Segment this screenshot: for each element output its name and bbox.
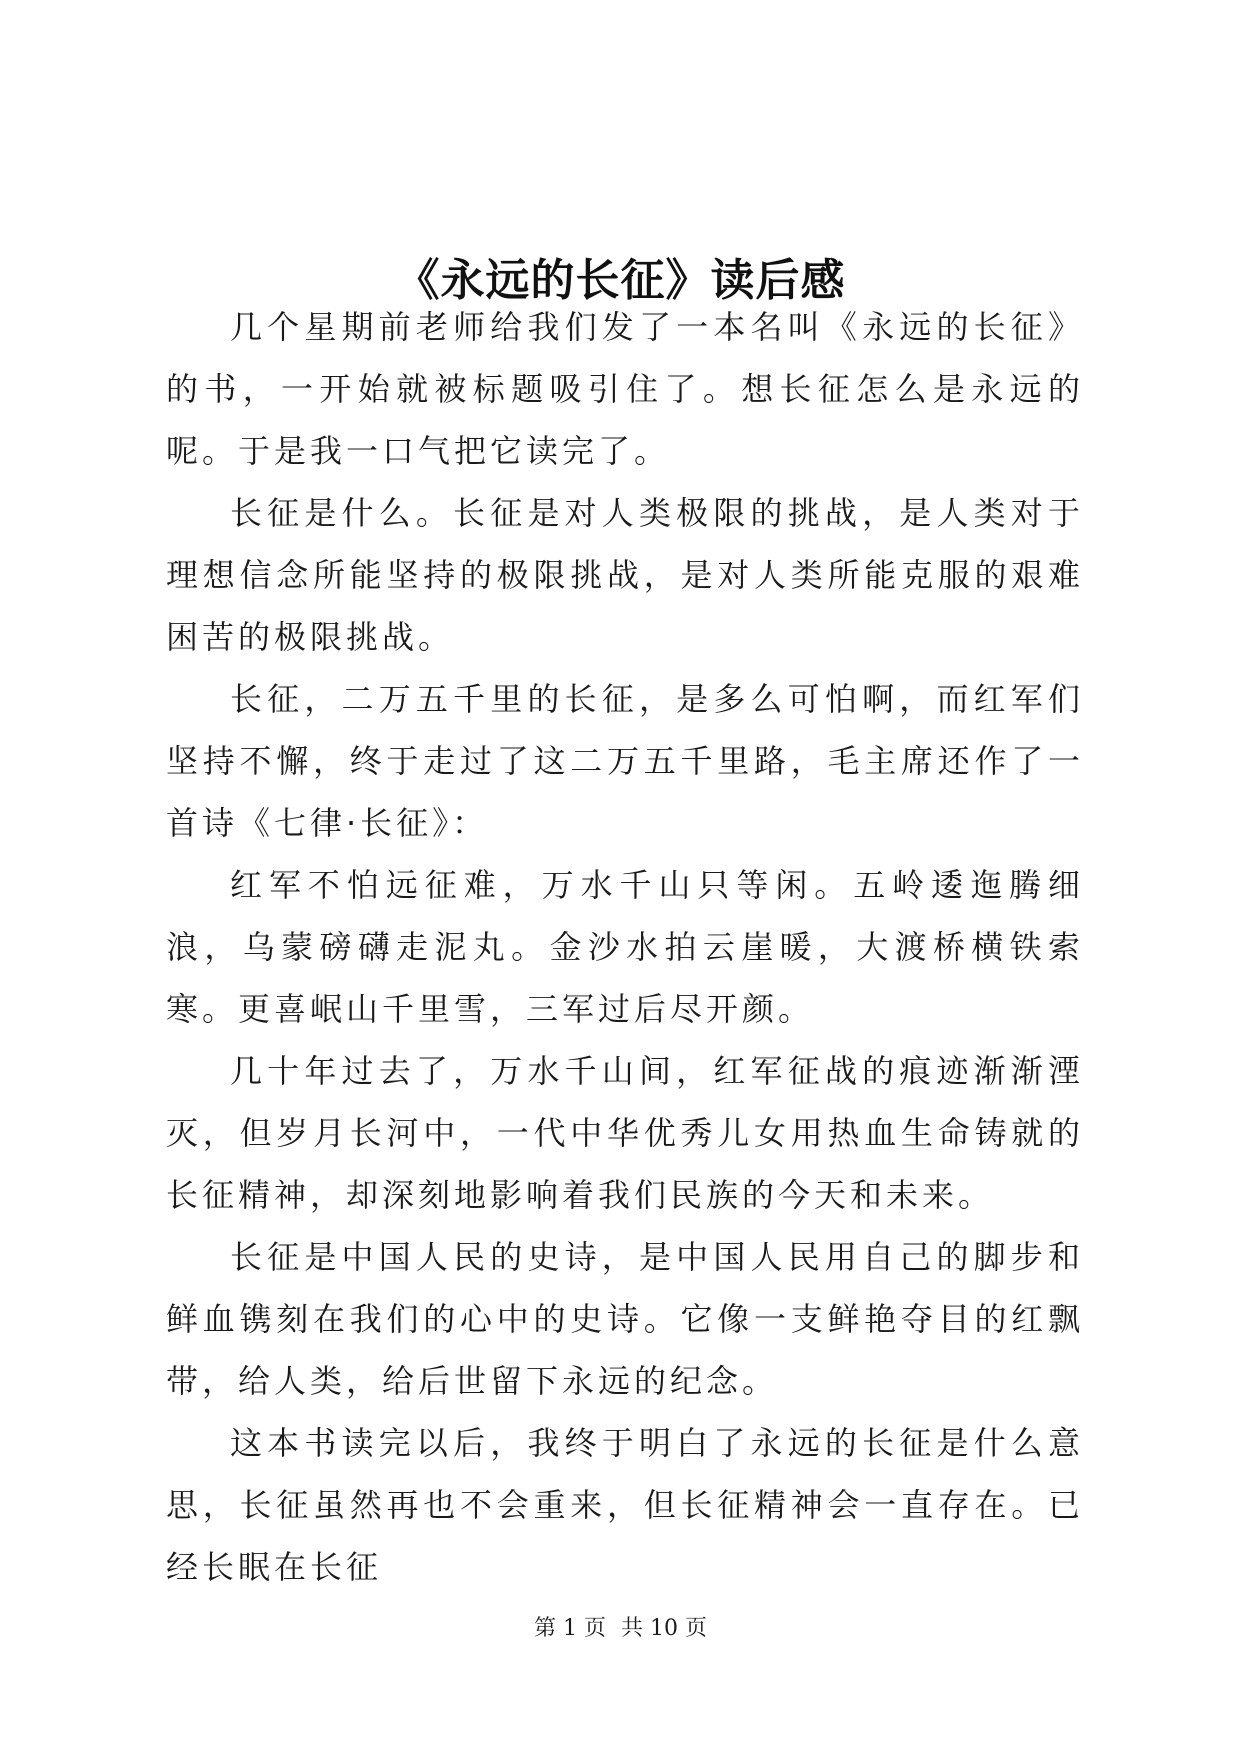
paragraph: 几个星期前老师给我们发了一本名叫《永远的长征》的书，一开始就被标题吸引住了。想长征怎么是永远的呢。于是我一口气把它读完了。 bbox=[166, 308, 1084, 470]
paragraph: 这本书读完以后，我终于明白了永远的长征是什么意思，长征虽然再也不会重来，但长征精神会一直存在。已经长眠在长征 bbox=[166, 1424, 1084, 1586]
total-page-count: 共 10 页 bbox=[621, 1616, 707, 1641]
current-page-number: 第 1 页 bbox=[534, 1616, 606, 1641]
paragraph: 长征是什么。长征是对人类极限的挑战，是人类对于理想信念所能坚持的极限挑战，是对人类所能克服的艰难困苦的极限挑战。 bbox=[166, 494, 1084, 656]
paragraph: 几十年过去了，万水千山间，红军征战的痕迹渐渐湮灭，但岁月长河中，一代中华优秀儿女用热血生命铸就的长征精神，却深刻地影响着我们民族的今天和未来。 bbox=[166, 1052, 1084, 1214]
paragraph: 长征是中国人民的史诗，是中国人民用自己的脚步和鲜血镌刻在我们的心中的史诗。它像一支鲜艳夺目的红飘带，给人类，给后世留下永远的纪念。 bbox=[166, 1238, 1084, 1400]
paragraph: 红军不怕远征难，万水千山只等闲。五岭逶迤腾细浪，乌蒙磅礴走泥丸。金沙水拍云崖暖，大渡桥横铁索寒。更喜岷山千里雪，三军过后尽开颜。 bbox=[166, 866, 1084, 1028]
document-title: 《永远的长征》读后感 bbox=[395, 255, 846, 307]
paragraph: 长征，二万五千里的长征，是多么可怕啊，而红军们坚持不懈，终于走过了这二万五千里路，毛主席还作了一首诗《七律·长征》： bbox=[166, 680, 1084, 842]
page-footer bbox=[0, 1614, 1241, 1644]
document-body bbox=[166, 296, 1084, 1598]
